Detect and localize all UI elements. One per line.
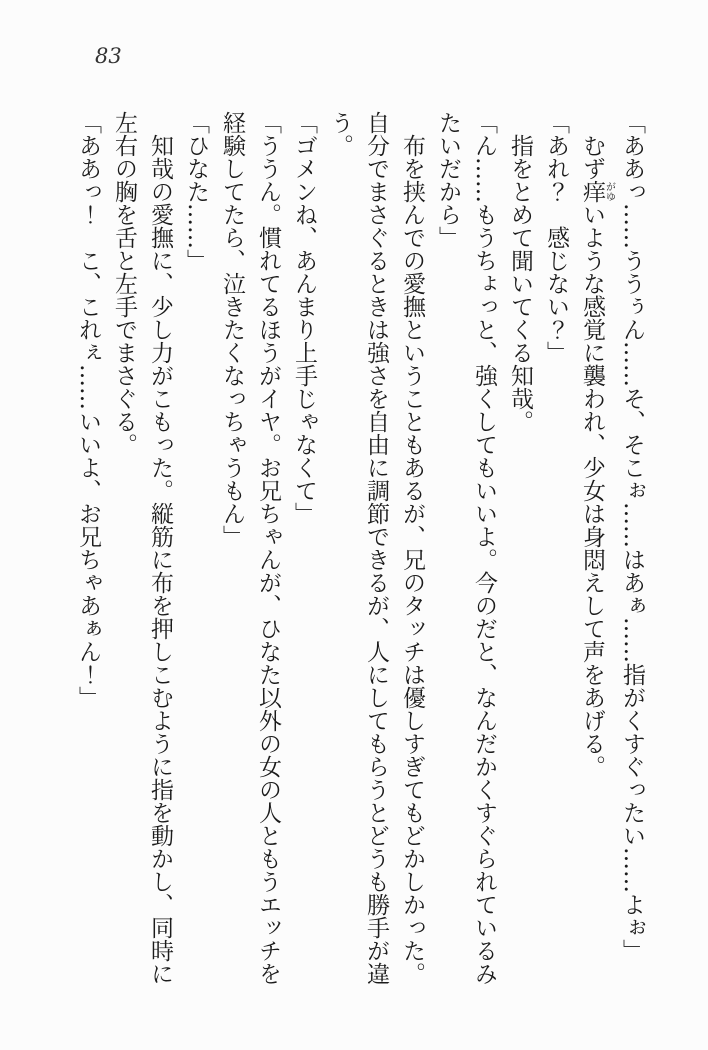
paragraph-dialogue: 「ああっ……ううぅん……そ、そこぉ……はあぁ……指がくすぐったい……よぉ」 [619,111,645,962]
paragraph-dialogue: 「ううん。慣れてるほうがイヤ。お兄ちゃんが、ひなた以外の女の人ともうエッチを経験してたら、泣きたくなっちゃうもん」 [219,111,281,985]
paragraph-dialogue: 「ひなた……」 [183,111,209,272]
text-block [68,111,650,988]
paragraph-narration: 指をとめて聞いてくる知哉。 [507,134,533,433]
paragraph-dialogue: 「ああっ！ こ、これぇ……いいよ、お兄ちゃあぁん！」 [75,111,101,709]
paragraph-dialogue: 「あれ？ 感じない？」 [543,111,569,364]
ruby-annotated-text: 痒がゆ [579,180,615,203]
paragraph-dialogue: 「ん……もうちょっと、強くしてもいいよ。今のだと、なんだかくすぐられているみたいだから」 [435,111,497,985]
paragraph-narration: むず痒がゆいような感覚に襲われ、少女は身悶えして声をあげる。 [579,134,615,778]
paragraph-narration: 知哉の愛撫に、少し力がこもった。縦筋に布を押しこむように指を動かし、同時に左右の胸を舌と左手でまさぐる。 [111,111,173,985]
paragraph-narration: 布を挟んでの愛撫ということもあるが、兄のタッチは優しすぎてもどかしかった。自分でまさぐるときは強さを自由に調節できるが、人にしてもらうとどうも勝手が違う。 [327,111,425,985]
page-number: 83 [95,44,122,68]
paragraph-dialogue: 「ゴメンね、あんまり上手じゃなくて」 [291,111,317,525]
